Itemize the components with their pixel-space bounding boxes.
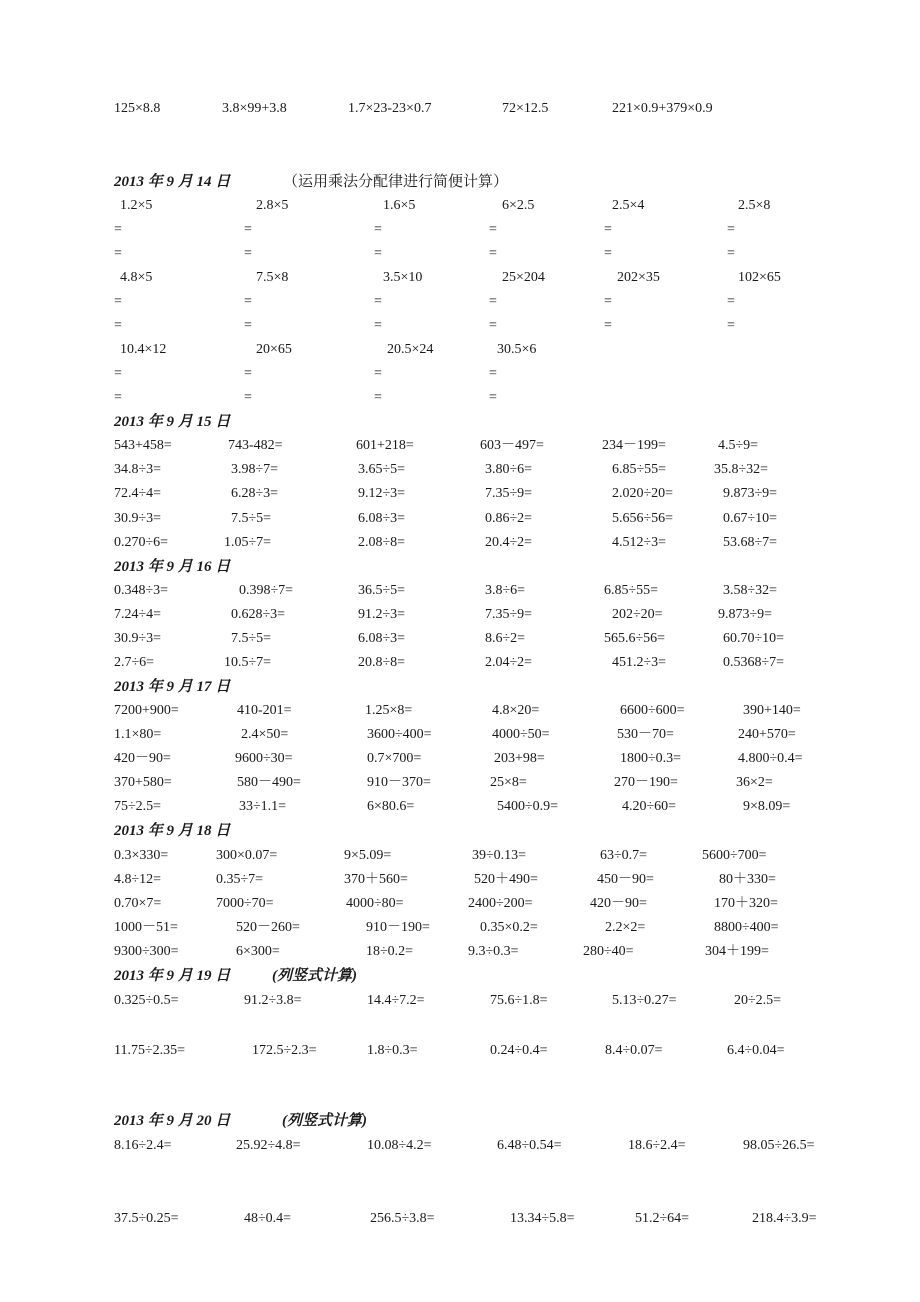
expression: 3.5×10: [383, 270, 423, 285]
problem-row: [0, 846, 920, 866]
problem-row: [0, 581, 920, 601]
problem-row: [0, 1136, 920, 1156]
expression: 98.05÷26.5=: [743, 1138, 815, 1153]
expression: 48÷0.4=: [244, 1211, 292, 1226]
expression: 1.2×5: [120, 198, 153, 213]
expression: 543+458=: [114, 438, 172, 453]
expression: 25×204: [502, 270, 545, 285]
expression: 451.2÷3=: [612, 655, 667, 670]
expression: 6.85÷55=: [612, 462, 667, 477]
equals-sign: =: [114, 246, 122, 261]
equals-sign: =: [489, 366, 497, 381]
expression: 4.8×20=: [492, 703, 540, 718]
expression: 390+140=: [743, 703, 801, 718]
equals-sign: =: [114, 294, 122, 309]
expression: 5.13÷0.27=: [612, 993, 677, 1008]
problem-row: [0, 773, 920, 793]
expression: 0.270÷6=: [114, 535, 169, 550]
expression: 0.70×7=: [114, 896, 162, 911]
equals-sign: =: [244, 318, 252, 333]
equals-sign: =: [374, 222, 382, 237]
expression: 0.67÷10=: [723, 511, 778, 526]
expression: 580－490=: [237, 775, 301, 790]
expression: 203+98=: [494, 751, 545, 766]
expression: 18÷0.2=: [366, 944, 414, 959]
expression: 60.70÷10=: [723, 631, 785, 646]
expression: 4000÷80=: [346, 896, 404, 911]
expression: 7.5÷5=: [231, 631, 272, 646]
expression: 20÷2.5=: [734, 993, 782, 1008]
expression: 4.8÷12=: [114, 872, 162, 887]
expression: 450－90=: [597, 872, 654, 887]
expression: 7.5×8: [256, 270, 289, 285]
expression: 25.92÷4.8=: [236, 1138, 301, 1153]
expression: 0.35÷7=: [216, 872, 264, 887]
expression: 36×2=: [736, 775, 773, 790]
expression: 520－260=: [236, 920, 300, 935]
expression: 30.9÷3=: [114, 631, 162, 646]
expression: 9600÷30=: [235, 751, 293, 766]
expression: 7200+900=: [114, 703, 179, 718]
expression: 3.65÷5=: [358, 462, 406, 477]
expression: 7.35÷9=: [485, 607, 533, 622]
expression: 3.8÷6=: [485, 583, 526, 598]
expression: 6.08÷3=: [358, 631, 406, 646]
equals-sign: =: [114, 222, 122, 237]
equals-sign: =: [244, 222, 252, 237]
problem-row: [0, 918, 920, 938]
expression: 601+218=: [356, 438, 414, 453]
expression: 410-201=: [237, 703, 292, 718]
expression: 370＋560=: [344, 872, 408, 887]
expression: 7.35÷9=: [485, 486, 533, 501]
equals-sign: =: [374, 294, 382, 309]
expression: 4.5÷9=: [718, 438, 759, 453]
expression: 6600÷600=: [620, 703, 685, 718]
expression: 0.3×330=: [114, 848, 169, 863]
expression: 0.5368÷7=: [723, 655, 785, 670]
section-title-sep20: 2013 年 9 月 20 日: [114, 1113, 231, 1129]
expression: 202×35: [617, 270, 660, 285]
expression: 80＋330=: [719, 872, 776, 887]
section-title-sep15: 2013 年 9 月 15 日: [114, 414, 231, 430]
problem-row: [0, 1041, 920, 1061]
expression: 0.7×700=: [367, 751, 422, 766]
expression: 2.08÷8=: [358, 535, 406, 550]
problem-row: [0, 701, 920, 721]
intro-row: [0, 99, 920, 119]
problem-row: [0, 340, 920, 360]
expression: 9.873÷9=: [718, 607, 773, 622]
expression: 5400÷0.9=: [497, 799, 559, 814]
expression: 1.05÷7=: [224, 535, 272, 550]
expression: 3.98÷7=: [231, 462, 279, 477]
expression: 8.6÷2=: [485, 631, 526, 646]
expression: 5.656÷56=: [612, 511, 674, 526]
expression: 603－497=: [480, 438, 544, 453]
equals-sign: =: [374, 246, 382, 261]
problem-row: [0, 484, 920, 504]
expression: 7.24÷4=: [114, 607, 162, 622]
equals-sign: =: [604, 294, 612, 309]
expression: 37.5÷0.25=: [114, 1211, 179, 1226]
section-note-sep20: (列竖式计算): [282, 1113, 367, 1129]
expression: 72.4÷4=: [114, 486, 162, 501]
problem-row: [0, 533, 920, 553]
problem-row: [0, 1209, 920, 1229]
expression: 30.5×6: [497, 342, 537, 357]
expression: 4.20÷60=: [622, 799, 677, 814]
expression: 2400÷200=: [468, 896, 533, 911]
expression: 1.25×8=: [365, 703, 413, 718]
expression: 6.08÷3=: [358, 511, 406, 526]
expression: 11.75÷2.35=: [114, 1043, 186, 1058]
expression: 910－190=: [366, 920, 430, 935]
answer-row: [0, 364, 920, 384]
expression: 300×0.07=: [216, 848, 278, 863]
expression: 6×80.6=: [367, 799, 415, 814]
expression: 9.873÷9=: [723, 486, 778, 501]
equals-sign: =: [727, 222, 735, 237]
expression: 9.12÷3=: [358, 486, 406, 501]
expression: 20.5×24: [387, 342, 434, 357]
section-title-sep16: 2013 年 9 月 16 日: [114, 559, 231, 575]
equals-sign: =: [114, 318, 122, 333]
equals-sign: =: [374, 318, 382, 333]
expression: 10.08÷4.2=: [367, 1138, 432, 1153]
equals-sign: =: [374, 390, 382, 405]
answer-row: [0, 388, 920, 408]
expression: 2.7÷6=: [114, 655, 155, 670]
expression: 9.3÷0.3=: [468, 944, 519, 959]
expression: 5600÷700=: [702, 848, 767, 863]
expression: 256.5÷3.8=: [370, 1211, 435, 1226]
expression: 3600÷400=: [367, 727, 432, 742]
expression: 13.34÷5.8=: [510, 1211, 575, 1226]
problem-row: [0, 629, 920, 649]
expression: 2.5×4: [612, 198, 645, 213]
answer-row: [0, 220, 920, 240]
expression: 743-482=: [228, 438, 283, 453]
expression: 34.8÷3=: [114, 462, 162, 477]
expression: 9300÷300=: [114, 944, 179, 959]
equals-sign: =: [244, 390, 252, 405]
expression: 3.58÷32=: [723, 583, 778, 598]
expression: 170＋320=: [714, 896, 778, 911]
expression: 72×12.5: [502, 101, 549, 116]
expression: 565.6÷56=: [604, 631, 666, 646]
expression: 202÷20=: [612, 607, 663, 622]
expression: 1800÷0.3=: [620, 751, 682, 766]
expression: 30.9÷3=: [114, 511, 162, 526]
expression: 7.5÷5=: [231, 511, 272, 526]
equals-sign: =: [244, 246, 252, 261]
section-title-sep14: 2013 年 9 月 14 日: [114, 174, 231, 190]
expression: 6×300=: [236, 944, 280, 959]
equals-sign: =: [727, 246, 735, 261]
expression: 0.398÷7=: [239, 583, 294, 598]
section-note-sep19: (列竖式计算): [272, 968, 357, 984]
problem-row: [0, 894, 920, 914]
expression: 0.86÷2=: [485, 511, 533, 526]
expression: 8.4÷0.07=: [605, 1043, 663, 1058]
problem-row: [0, 436, 920, 456]
problem-row: [0, 509, 920, 529]
problem-row: [0, 653, 920, 673]
problem-row: [0, 196, 920, 216]
expression: 2.8×5: [256, 198, 289, 213]
expression: 8800÷400=: [714, 920, 779, 935]
expression: 1000－51=: [114, 920, 178, 935]
expression: 172.5÷2.3=: [252, 1043, 317, 1058]
expression: 304＋199=: [705, 944, 769, 959]
problem-row: [0, 605, 920, 625]
expression: 102×65: [738, 270, 781, 285]
problem-row: [0, 749, 920, 769]
expression: 4.512÷3=: [612, 535, 667, 550]
section-note-sep14: （运用乘法分配律进行简便计算）: [283, 174, 509, 190]
expression: 51.2÷64=: [635, 1211, 690, 1226]
expression: 4.800÷0.4=: [738, 751, 803, 766]
problem-row: [0, 942, 920, 962]
expression: 1.1×80=: [114, 727, 162, 742]
expression: 63÷0.7=: [600, 848, 648, 863]
section-title-sep17: 2013 年 9 月 17 日: [114, 679, 231, 695]
section-title-sep19: 2013 年 9 月 19 日: [114, 968, 231, 984]
expression: 1.8÷0.3=: [367, 1043, 418, 1058]
expression: 6.48÷0.54=: [497, 1138, 562, 1153]
expression: 1.7×23-23×0.7: [348, 101, 432, 116]
expression: 6.4÷0.04=: [727, 1043, 785, 1058]
expression: 6×2.5: [502, 198, 535, 213]
expression: 420－90=: [590, 896, 647, 911]
problem-row: [0, 268, 920, 288]
equals-sign: =: [114, 366, 122, 381]
equals-sign: =: [489, 246, 497, 261]
expression: 0.628÷3=: [231, 607, 286, 622]
expression: 14.4÷7.2=: [367, 993, 425, 1008]
expression: 91.2÷3.8=: [244, 993, 302, 1008]
problem-row: [0, 725, 920, 745]
expression: 3.8×99+3.8: [222, 101, 287, 116]
expression: 20.4÷2=: [485, 535, 533, 550]
expression: 4000÷50=: [492, 727, 550, 742]
expression: 370+580=: [114, 775, 172, 790]
expression: 91.2÷3=: [358, 607, 406, 622]
answer-row: [0, 292, 920, 312]
answer-row: [0, 244, 920, 264]
expression: 9×8.09=: [743, 799, 791, 814]
equals-sign: =: [374, 366, 382, 381]
equals-sign: =: [489, 222, 497, 237]
equals-sign: =: [604, 222, 612, 237]
expression: 1.6×5: [383, 198, 416, 213]
expression: 6.28÷3=: [231, 486, 279, 501]
expression: 0.325÷0.5=: [114, 993, 179, 1008]
expression: 234－199=: [602, 438, 666, 453]
expression: 280÷40=: [583, 944, 634, 959]
expression: 221×0.9+379×0.9: [612, 101, 713, 116]
expression: 270－190=: [614, 775, 678, 790]
equals-sign: =: [489, 318, 497, 333]
expression: 125×8.8: [114, 101, 161, 116]
expression: 9×5.09=: [344, 848, 392, 863]
expression: 75÷2.5=: [114, 799, 162, 814]
expression: 53.68÷7=: [723, 535, 778, 550]
expression: 6.85÷55=: [604, 583, 659, 598]
expression: 10.5÷7=: [224, 655, 272, 670]
expression: 20.8÷8=: [358, 655, 406, 670]
expression: 240+570=: [738, 727, 796, 742]
expression: 35.8÷32=: [714, 462, 769, 477]
equals-sign: =: [489, 390, 497, 405]
expression: 2.5×8: [738, 198, 771, 213]
expression: 910－370=: [367, 775, 431, 790]
expression: 7000÷70=: [216, 896, 274, 911]
expression: 2.020÷20=: [612, 486, 674, 501]
expression: 18.6÷2.4=: [628, 1138, 686, 1153]
equals-sign: =: [244, 294, 252, 309]
equals-sign: =: [244, 366, 252, 381]
expression: 4.8×5: [120, 270, 153, 285]
expression: 420－90=: [114, 751, 171, 766]
expression: 20×65: [256, 342, 292, 357]
problem-row: [0, 870, 920, 890]
equals-sign: =: [604, 318, 612, 333]
expression: 520＋490=: [474, 872, 538, 887]
expression: 218.4÷3.9=: [752, 1211, 817, 1226]
equals-sign: =: [489, 294, 497, 309]
problem-row: [0, 797, 920, 817]
section-title-sep18: 2013 年 9 月 18 日: [114, 823, 231, 839]
expression: 2.4×50=: [241, 727, 289, 742]
expression: 0.348÷3=: [114, 583, 169, 598]
expression: 10.4×12: [120, 342, 167, 357]
expression: 75.6÷1.8=: [490, 993, 548, 1008]
expression: 33÷1.1=: [239, 799, 287, 814]
answer-row: [0, 316, 920, 336]
expression: 2.04÷2=: [485, 655, 533, 670]
expression: 2.2×2=: [605, 920, 646, 935]
expression: 0.35×0.2=: [480, 920, 538, 935]
problem-row: [0, 991, 920, 1011]
equals-sign: =: [604, 246, 612, 261]
expression: 39÷0.13=: [472, 848, 527, 863]
equals-sign: =: [727, 294, 735, 309]
expression: 8.16÷2.4=: [114, 1138, 172, 1153]
expression: 3.80÷6=: [485, 462, 533, 477]
expression: 0.24÷0.4=: [490, 1043, 548, 1058]
expression: 530－70=: [617, 727, 674, 742]
equals-sign: =: [114, 390, 122, 405]
equals-sign: =: [727, 318, 735, 333]
problem-row: [0, 460, 920, 480]
expression: 25×8=: [490, 775, 527, 790]
expression: 36.5÷5=: [358, 583, 406, 598]
